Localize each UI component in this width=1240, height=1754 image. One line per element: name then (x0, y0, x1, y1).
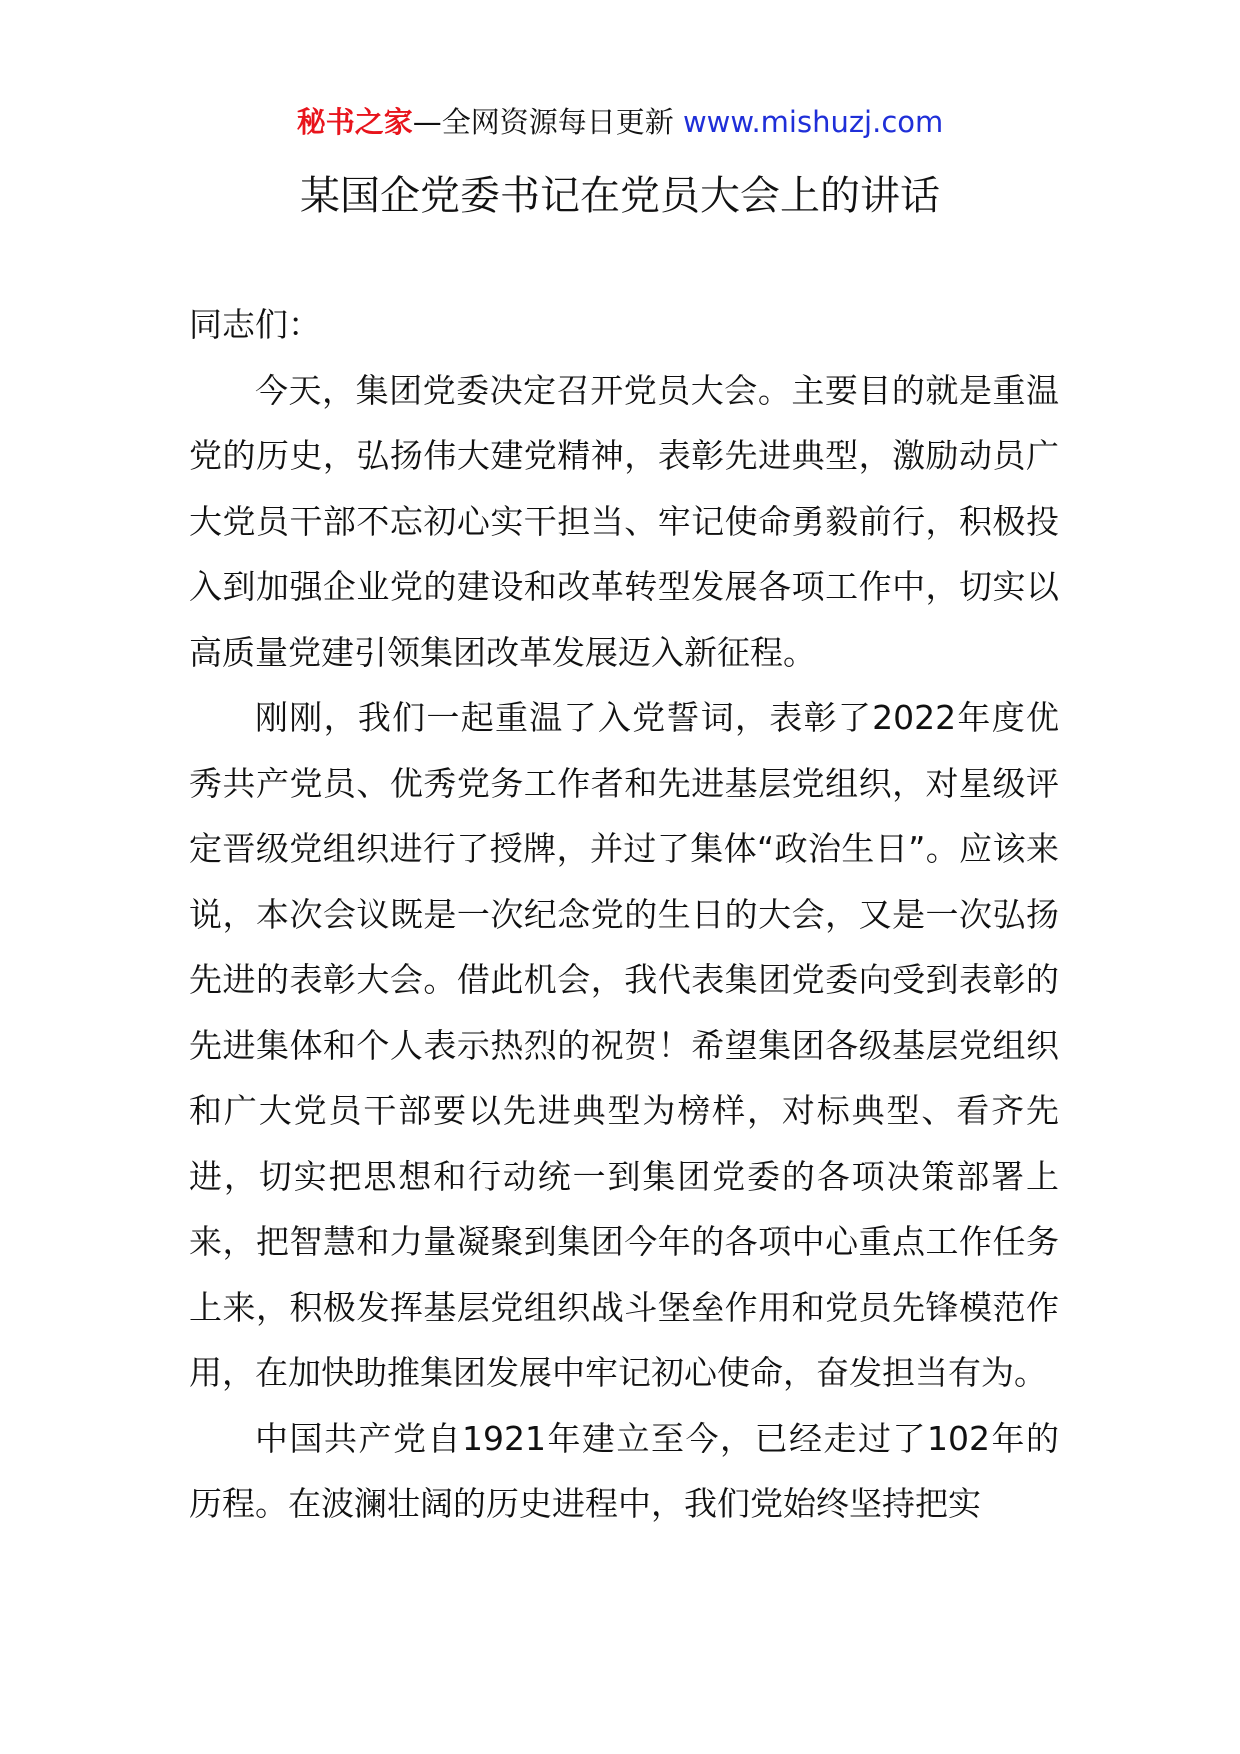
paragraph-2: 刚刚，我们一起重温了入党誓词，表彰了2022年度优秀共产党员、优秀党务工作者和先进基层党组织，对星级评定晋级党组织进行了授牌，并过了集体“政治生日”。应该来说，本次会议既是一次纪念党的生日的大会，又是一次弘扬先进的表彰大会。借此机会，我代表集团党委向受到表彰的先进集体和个人表示热烈的祝贺！希望集团各级基层党组织和广大党员干部要以先进典型为榜样，对标典型、看齐先进，切实把思想和行动统一到集团党委的各项决策部署上来，把智慧和力量凝聚到集团今年的各项中心重点工作任务上来，积极发挥基层党组织战斗堡垒作用和党员先锋模范作用，在加快助推集团发展中牢记初心使命，奋发担当有为。 (189, 698, 1059, 1392)
paragraph-3: 中国共产党自1921年建立至今，已经走过了102年的历程。在波澜壮阔的历史进程中，我们党始终坚持把实 (189, 1418, 1059, 1523)
site-header (0, 100, 1240, 144)
salutation: 同志们： (189, 305, 321, 344)
site-url-link[interactable]: www.mishuzj.com (682, 105, 944, 139)
document-body (189, 292, 1059, 1537)
document-title: 某国企党委书记在党员大会上的讲话 (300, 173, 940, 219)
header-tagline: —全网资源每日更新 (412, 105, 674, 139)
brand-name: 秘书之家 (296, 105, 413, 139)
paragraph-1: 今天，集团党委决定召开党员大会。主要目的就是重温党的历史，弘扬伟大建党精神，表彰先进典型，激励动员广大党员干部不忘初心实干担当、牢记使命勇毅前行，积极投入到加强企业党的建设和改革转型发展各项工作中，切实以高质量党建引领集团改革发展迈入新征程。 (189, 370, 1059, 672)
